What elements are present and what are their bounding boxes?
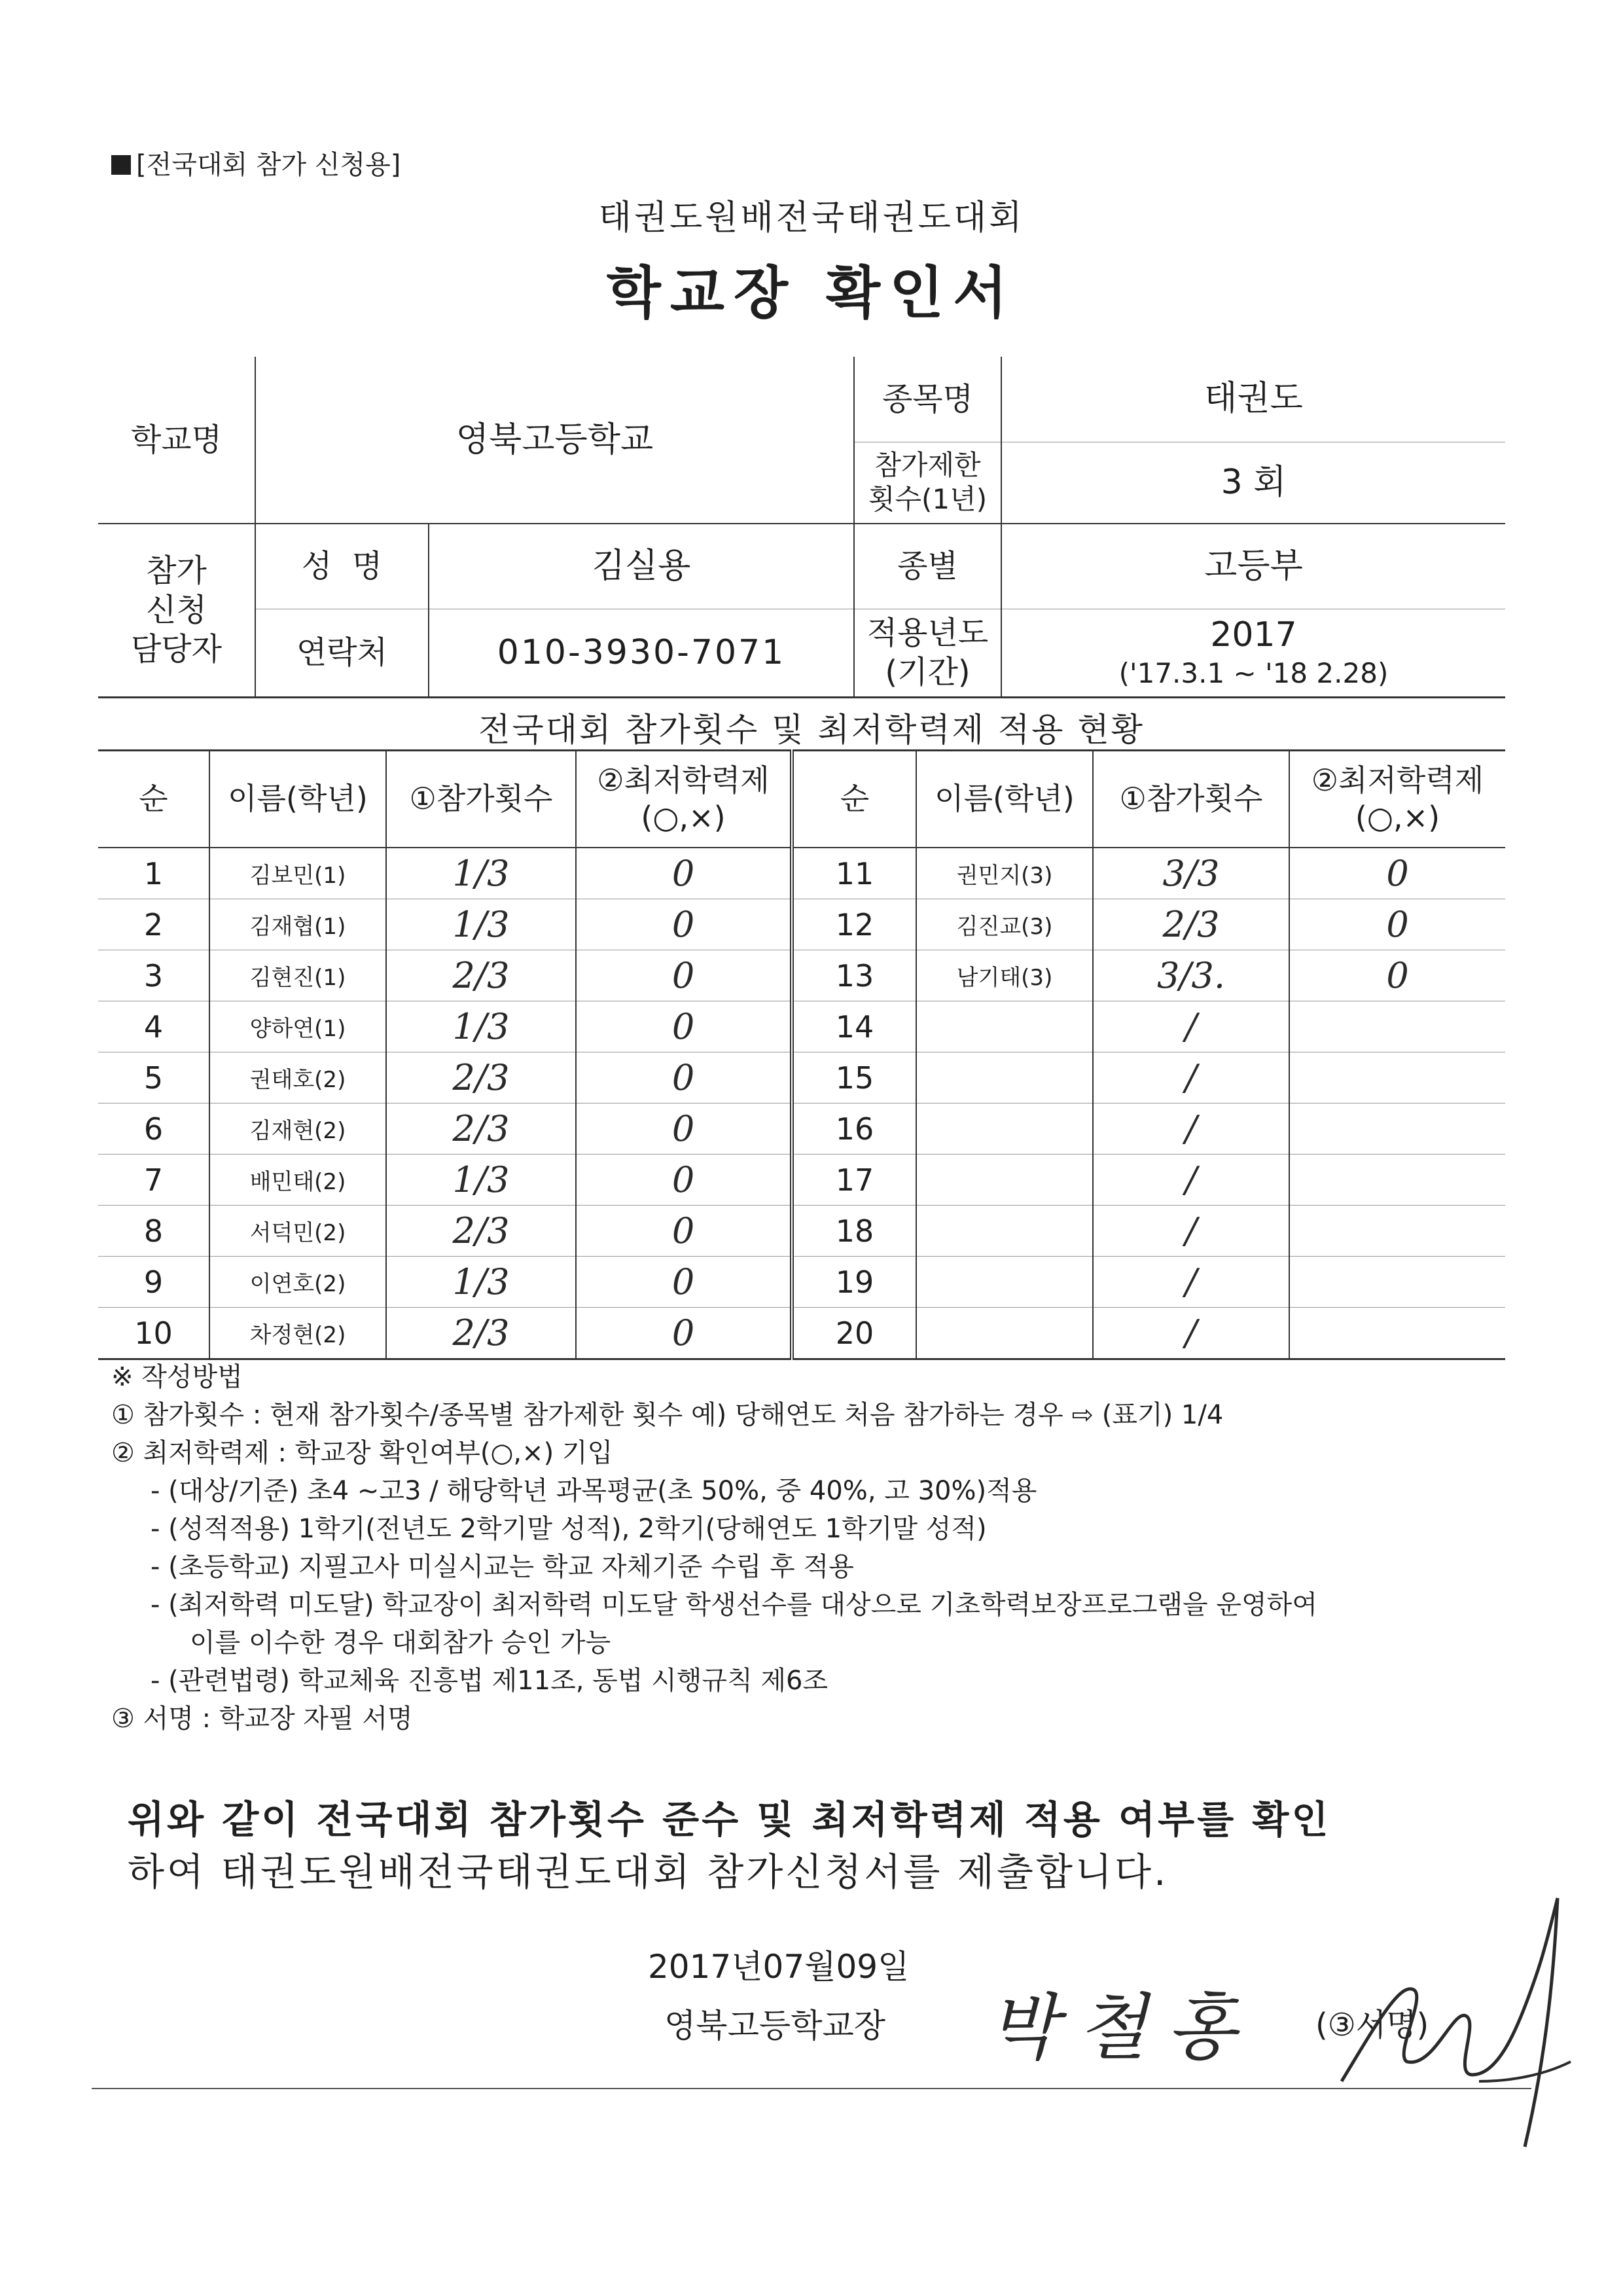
row-number: 18 [792, 1206, 916, 1257]
instruction-item: ① 참가횟수 : 현재 참가횟수/종목별 참가제한 횟수 예) 당해연도 처음 참가하는 경우 ⇨ (표기) 1/4 [111, 1400, 1224, 1430]
participation-count: / [1093, 1308, 1289, 1359]
participation-count: / [1093, 1257, 1289, 1308]
student-name: 권태호(2) [209, 1052, 386, 1103]
row-number: 10 [98, 1308, 209, 1359]
academic-check-mark: 0 [576, 1257, 792, 1308]
student-name: 양하연(1) [209, 1001, 386, 1052]
manager-label: 참가 신청 담당자 [98, 524, 255, 697]
academic-check-mark [1289, 1103, 1505, 1155]
participation-count: / [1093, 1206, 1289, 1257]
year-label: 적용년도 (기간) [854, 609, 1001, 697]
table-row [98, 1206, 1505, 1257]
table-row [98, 1103, 1505, 1155]
participation-count: 3/3 [1093, 848, 1289, 899]
contact-value: 010-3930-7071 [429, 609, 854, 697]
table-row [98, 848, 1505, 899]
participation-count: 1/3 [386, 1257, 576, 1308]
column-header-academic: ②최저학력제 (○,×) [576, 751, 792, 848]
instruction-item: ③ 서명 : 학교장 자필 서명 [111, 1704, 413, 1734]
academic-check-mark [1289, 1001, 1505, 1052]
table-row [98, 1155, 1505, 1206]
row-number: 2 [98, 899, 209, 950]
table-row [98, 950, 1505, 1001]
issue-date: 2017년07월09일 [648, 1948, 910, 1986]
participation-count: 1/3 [386, 848, 576, 899]
participation-count: / [1093, 1001, 1289, 1052]
academic-check-mark [1289, 1206, 1505, 1257]
form-type-tag: [전국대회 참가 신청용] [111, 144, 401, 181]
academic-check-mark [1289, 1257, 1505, 1308]
participation-count: 2/3 [386, 950, 576, 1001]
document-title: 학교장 확인서 [606, 260, 1017, 326]
bottom-divider [92, 2088, 1531, 2089]
participation-table [98, 749, 1505, 1360]
instruction-subitem: - (관련법령) 학교체육 진흥법 제11조, 동법 시행규칙 제6조 [151, 1666, 829, 1696]
event-name: 태권도원배전국태권도대회 [598, 198, 1025, 238]
academic-check-mark: 0 [1289, 899, 1505, 950]
signature-label: (③서명) [1315, 2007, 1429, 2043]
year-value: 2017 ('17.3.1 ~ '18 2.28) [1001, 609, 1505, 697]
sport-value: 태권도 [1001, 357, 1505, 442]
student-name: 서덕민(2) [209, 1206, 386, 1257]
instruction-subitem: - (초등학교) 지필고사 미실시교는 학교 자체기준 수립 후 적용 [151, 1552, 854, 1582]
row-number: 9 [98, 1257, 209, 1308]
row-number: 19 [792, 1257, 916, 1308]
academic-check-mark: 0 [576, 899, 792, 950]
student-name: 김현진(1) [209, 950, 386, 1001]
column-header-name: 이름(학년) [916, 751, 1093, 848]
row-number: 11 [792, 848, 916, 899]
participation-limit-value: 3 회 [1001, 442, 1505, 524]
row-number: 16 [792, 1103, 916, 1155]
row-number: 4 [98, 1001, 209, 1052]
participation-count: 2/3 [1093, 899, 1289, 950]
contact-label: 연락처 [255, 609, 429, 697]
row-number: 8 [98, 1206, 209, 1257]
student-name: 배민태(2) [209, 1155, 386, 1206]
row-number: 15 [792, 1052, 916, 1103]
participation-count: / [1093, 1155, 1289, 1206]
info-table [98, 357, 1505, 698]
square-bullet-icon [111, 155, 131, 175]
participation-count: 1/3 [386, 899, 576, 950]
row-number: 13 [792, 950, 916, 1001]
row-number: 12 [792, 899, 916, 950]
student-name [916, 1001, 1093, 1052]
column-header-no: 순 [98, 751, 209, 848]
student-name [916, 1308, 1093, 1359]
participation-count: 1/3 [386, 1001, 576, 1052]
academic-check-mark: 0 [576, 1001, 792, 1052]
row-number: 7 [98, 1155, 209, 1206]
instructions-heading: ※ 작성방법 [111, 1362, 243, 1392]
column-header-count: ①참가횟수 [1093, 751, 1289, 848]
signature-scribble [1302, 1885, 1577, 2160]
student-name [916, 1155, 1093, 1206]
table-row [98, 899, 1505, 950]
column-header-name: 이름(학년) [209, 751, 386, 848]
instruction-subitem: - (최저학력 미도달) 학교장이 최저학력 미도달 학생선수를 대상으로 기초학력보장프로그램을 운영하여 [151, 1590, 1317, 1620]
table-row [98, 1001, 1505, 1052]
academic-check-mark: 0 [576, 1206, 792, 1257]
student-name: 김재협(1) [209, 899, 386, 950]
handwritten-name: 박철홍 [988, 1986, 1256, 2070]
participation-count: / [1093, 1103, 1289, 1155]
academic-check-mark: 0 [1289, 848, 1505, 899]
academic-check-mark: 0 [1289, 950, 1505, 1001]
participation-count: 1/3 [386, 1155, 576, 1206]
student-name [916, 1103, 1093, 1155]
academic-check-mark: 0 [576, 1155, 792, 1206]
division-label: 종별 [854, 524, 1001, 609]
participation-count: / [1093, 1052, 1289, 1103]
instruction-subitem: - (성적적용) 1학기(전년도 2학기말 성적), 2학기(당해연도 1학기말 성적) [151, 1514, 987, 1544]
manager-name-value: 김실용 [429, 524, 854, 609]
academic-check-mark: 0 [576, 950, 792, 1001]
student-name: 김보민(1) [209, 848, 386, 899]
principal-title: 영북고등학교장 [664, 2007, 886, 2045]
instruction-item: ② 최저학력제 : 학교장 확인여부(○,×) 기입 [111, 1438, 613, 1468]
confirmation-statement: 위와 같이 전국대회 참가횟수 준수 및 최저학력제 적용 여부를 확인 하여 태권도원배전국태권도대회 참가신청서를 제출합니다. [128, 1797, 1331, 1894]
student-name: 이연호(2) [209, 1257, 386, 1308]
status-section-title: 전국대회 참가횟수 및 최저학력제 적용 현황 [478, 711, 1145, 749]
division-value: 고등부 [1001, 524, 1505, 609]
participation-count: 2/3 [386, 1206, 576, 1257]
instruction-subitem: - (대상/기준) 초4 ~고3 / 해당학년 과목평균(초 50%, 중 40%, 고 30%)적용 [151, 1476, 1037, 1506]
column-header-no: 순 [792, 751, 916, 848]
student-name: 김진교(3) [916, 899, 1093, 950]
instruction-subitem: 이를 이수한 경우 대회참가 승인 가능 [190, 1628, 611, 1658]
school-label: 학교명 [98, 357, 255, 524]
row-number: 1 [98, 848, 209, 899]
sport-label: 종목명 [854, 357, 1001, 442]
student-name [916, 1257, 1093, 1308]
row-number: 5 [98, 1052, 209, 1103]
school-name: 영북고등학교 [255, 357, 854, 524]
academic-check-mark: 0 [576, 848, 792, 899]
participation-count: 2/3 [386, 1103, 576, 1155]
student-name: 김재현(2) [209, 1103, 386, 1155]
column-header-count: ①참가횟수 [386, 751, 576, 848]
student-name: 남기태(3) [916, 950, 1093, 1001]
student-name [916, 1206, 1093, 1257]
participation-limit-label: 참가제한 횟수(1년) [854, 442, 1001, 524]
row-number: 17 [792, 1155, 916, 1206]
table-row [98, 1308, 1505, 1359]
row-number: 3 [98, 950, 209, 1001]
academic-check-mark: 0 [576, 1052, 792, 1103]
academic-check-mark [1289, 1155, 1505, 1206]
student-name: 차정현(2) [209, 1308, 386, 1359]
academic-check-mark: 0 [576, 1103, 792, 1155]
academic-check-mark: 0 [576, 1308, 792, 1359]
table-row [98, 1257, 1505, 1308]
participation-count: 3/3. [1093, 950, 1289, 1001]
student-name [916, 1052, 1093, 1103]
academic-check-mark [1289, 1308, 1505, 1359]
student-name: 권민지(3) [916, 848, 1093, 899]
table-row [98, 1052, 1505, 1103]
instructions [111, 1358, 1518, 1738]
participation-count: 2/3 [386, 1052, 576, 1103]
row-number: 6 [98, 1103, 209, 1155]
academic-check-mark [1289, 1052, 1505, 1103]
manager-name-label: 성 명 [255, 524, 429, 609]
row-number: 14 [792, 1001, 916, 1052]
participation-count: 2/3 [386, 1308, 576, 1359]
row-number: 20 [792, 1308, 916, 1359]
column-header-academic: ②최저학력제 (○,×) [1289, 751, 1505, 848]
